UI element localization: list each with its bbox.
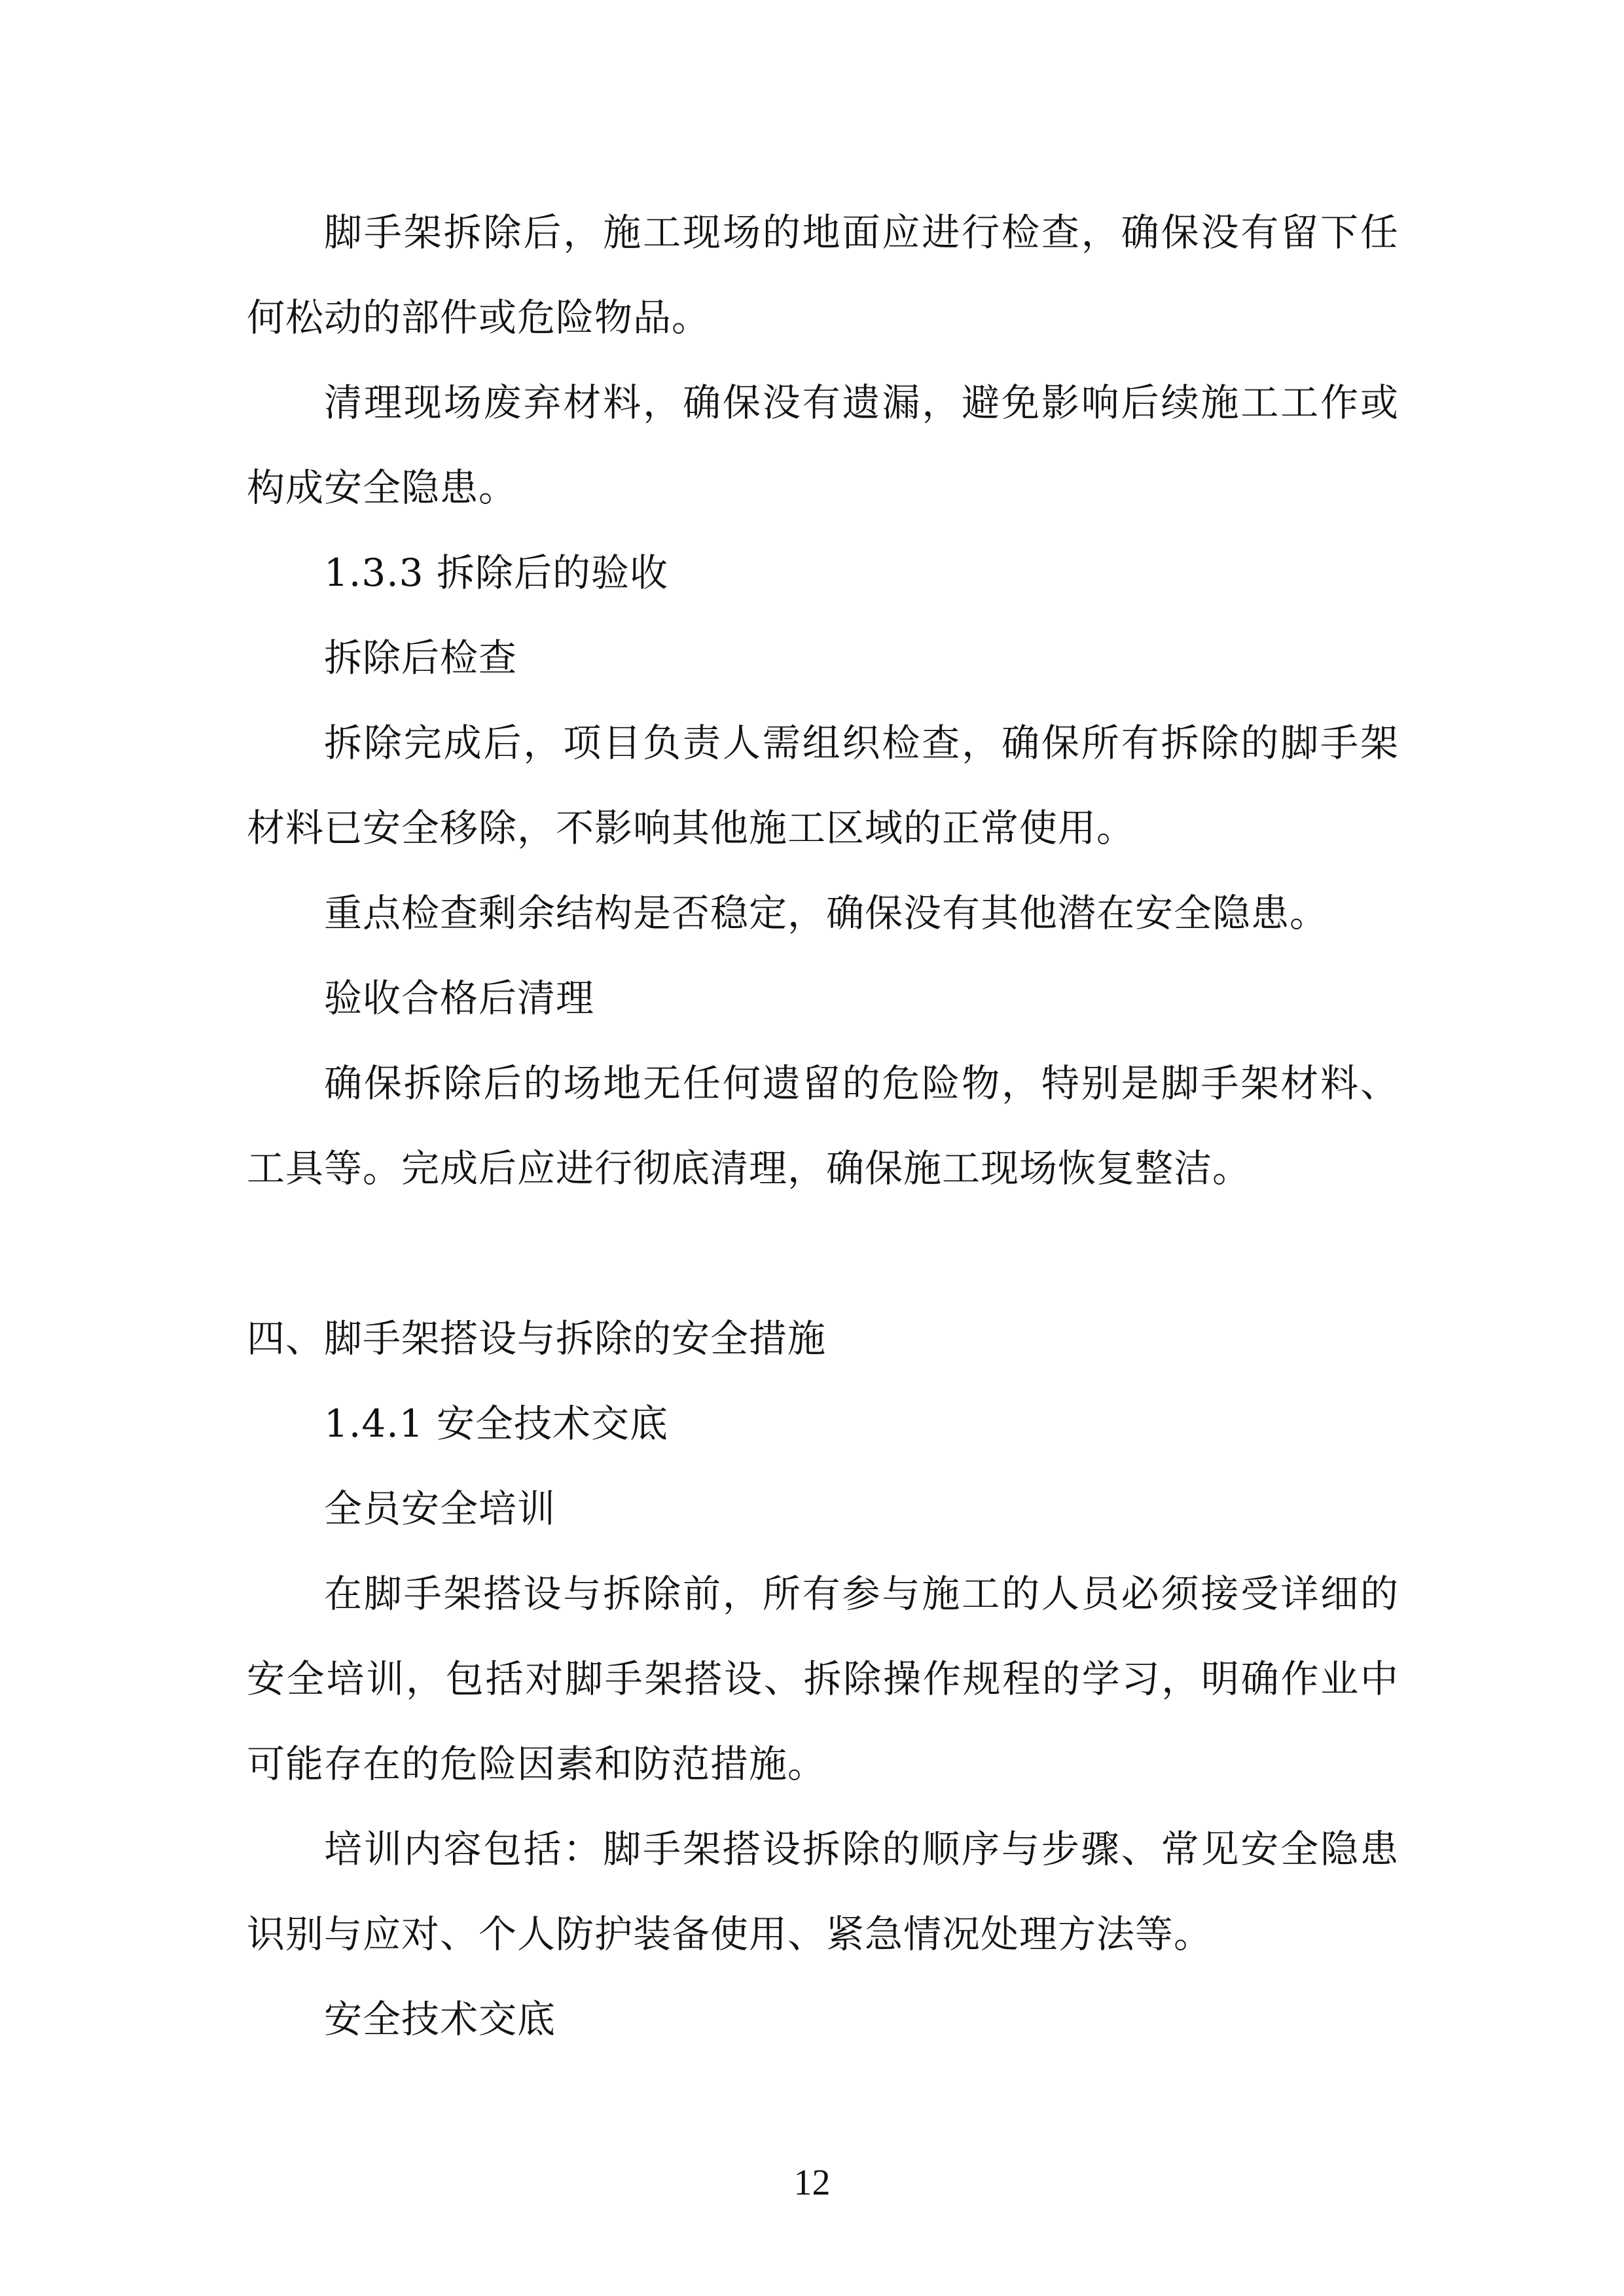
subheading: 全员安全培训 [324, 1486, 556, 1531]
document-body [247, 190, 1399, 2062]
paragraph: 培训内容包括：脚手架搭设拆除的顺序与步骤、常见安全隐患识别与应对、个人防护装备使用、紧急情况处理方法等。 [247, 1827, 1399, 1956]
paragraph: 清理现场废弃材料，确保没有遗漏，避免影响后续施工工作或构成安全隐患。 [247, 380, 1399, 510]
paragraph: 脚手架拆除后，施工现场的地面应进行检查，确保没有留下任何松动的部件或危险物品。 [247, 210, 1399, 340]
paragraph: 在脚手架搭设与拆除前，所有参与施工的人员必须接受详细的安全培训，包括对脚手架搭设、拆除操作规程的学习，明确作业中可能存在的危险因素和防范措施。 [247, 1571, 1399, 1786]
subheading: 拆除后检查 [324, 636, 518, 680]
subsection-heading: 1.4.1 安全技术交底 [324, 1401, 669, 1446]
section-heading: 四、脚手架搭设与拆除的安全措施 [247, 1316, 827, 1361]
subheading: 安全技术交底 [324, 1997, 556, 2041]
paragraph: 拆除完成后，项目负责人需组织检查，确保所有拆除的脚手架材料已安全移除，不影响其他施工区域的正常使用。 [247, 721, 1399, 850]
paragraph: 确保拆除后的场地无任何遗留的危险物，特别是脚手架材料、工具等。完成后应进行彻底清理，确保施工现场恢复整洁。 [247, 1061, 1399, 1191]
subsection-heading: 1.3.3 拆除后的验收 [324, 550, 669, 595]
subheading: 验收合格后清理 [324, 976, 595, 1020]
paragraph: 重点检查剩余结构是否稳定，确保没有其他潜在安全隐患。 [324, 891, 1329, 935]
page-number: 12 [793, 2162, 831, 2203]
